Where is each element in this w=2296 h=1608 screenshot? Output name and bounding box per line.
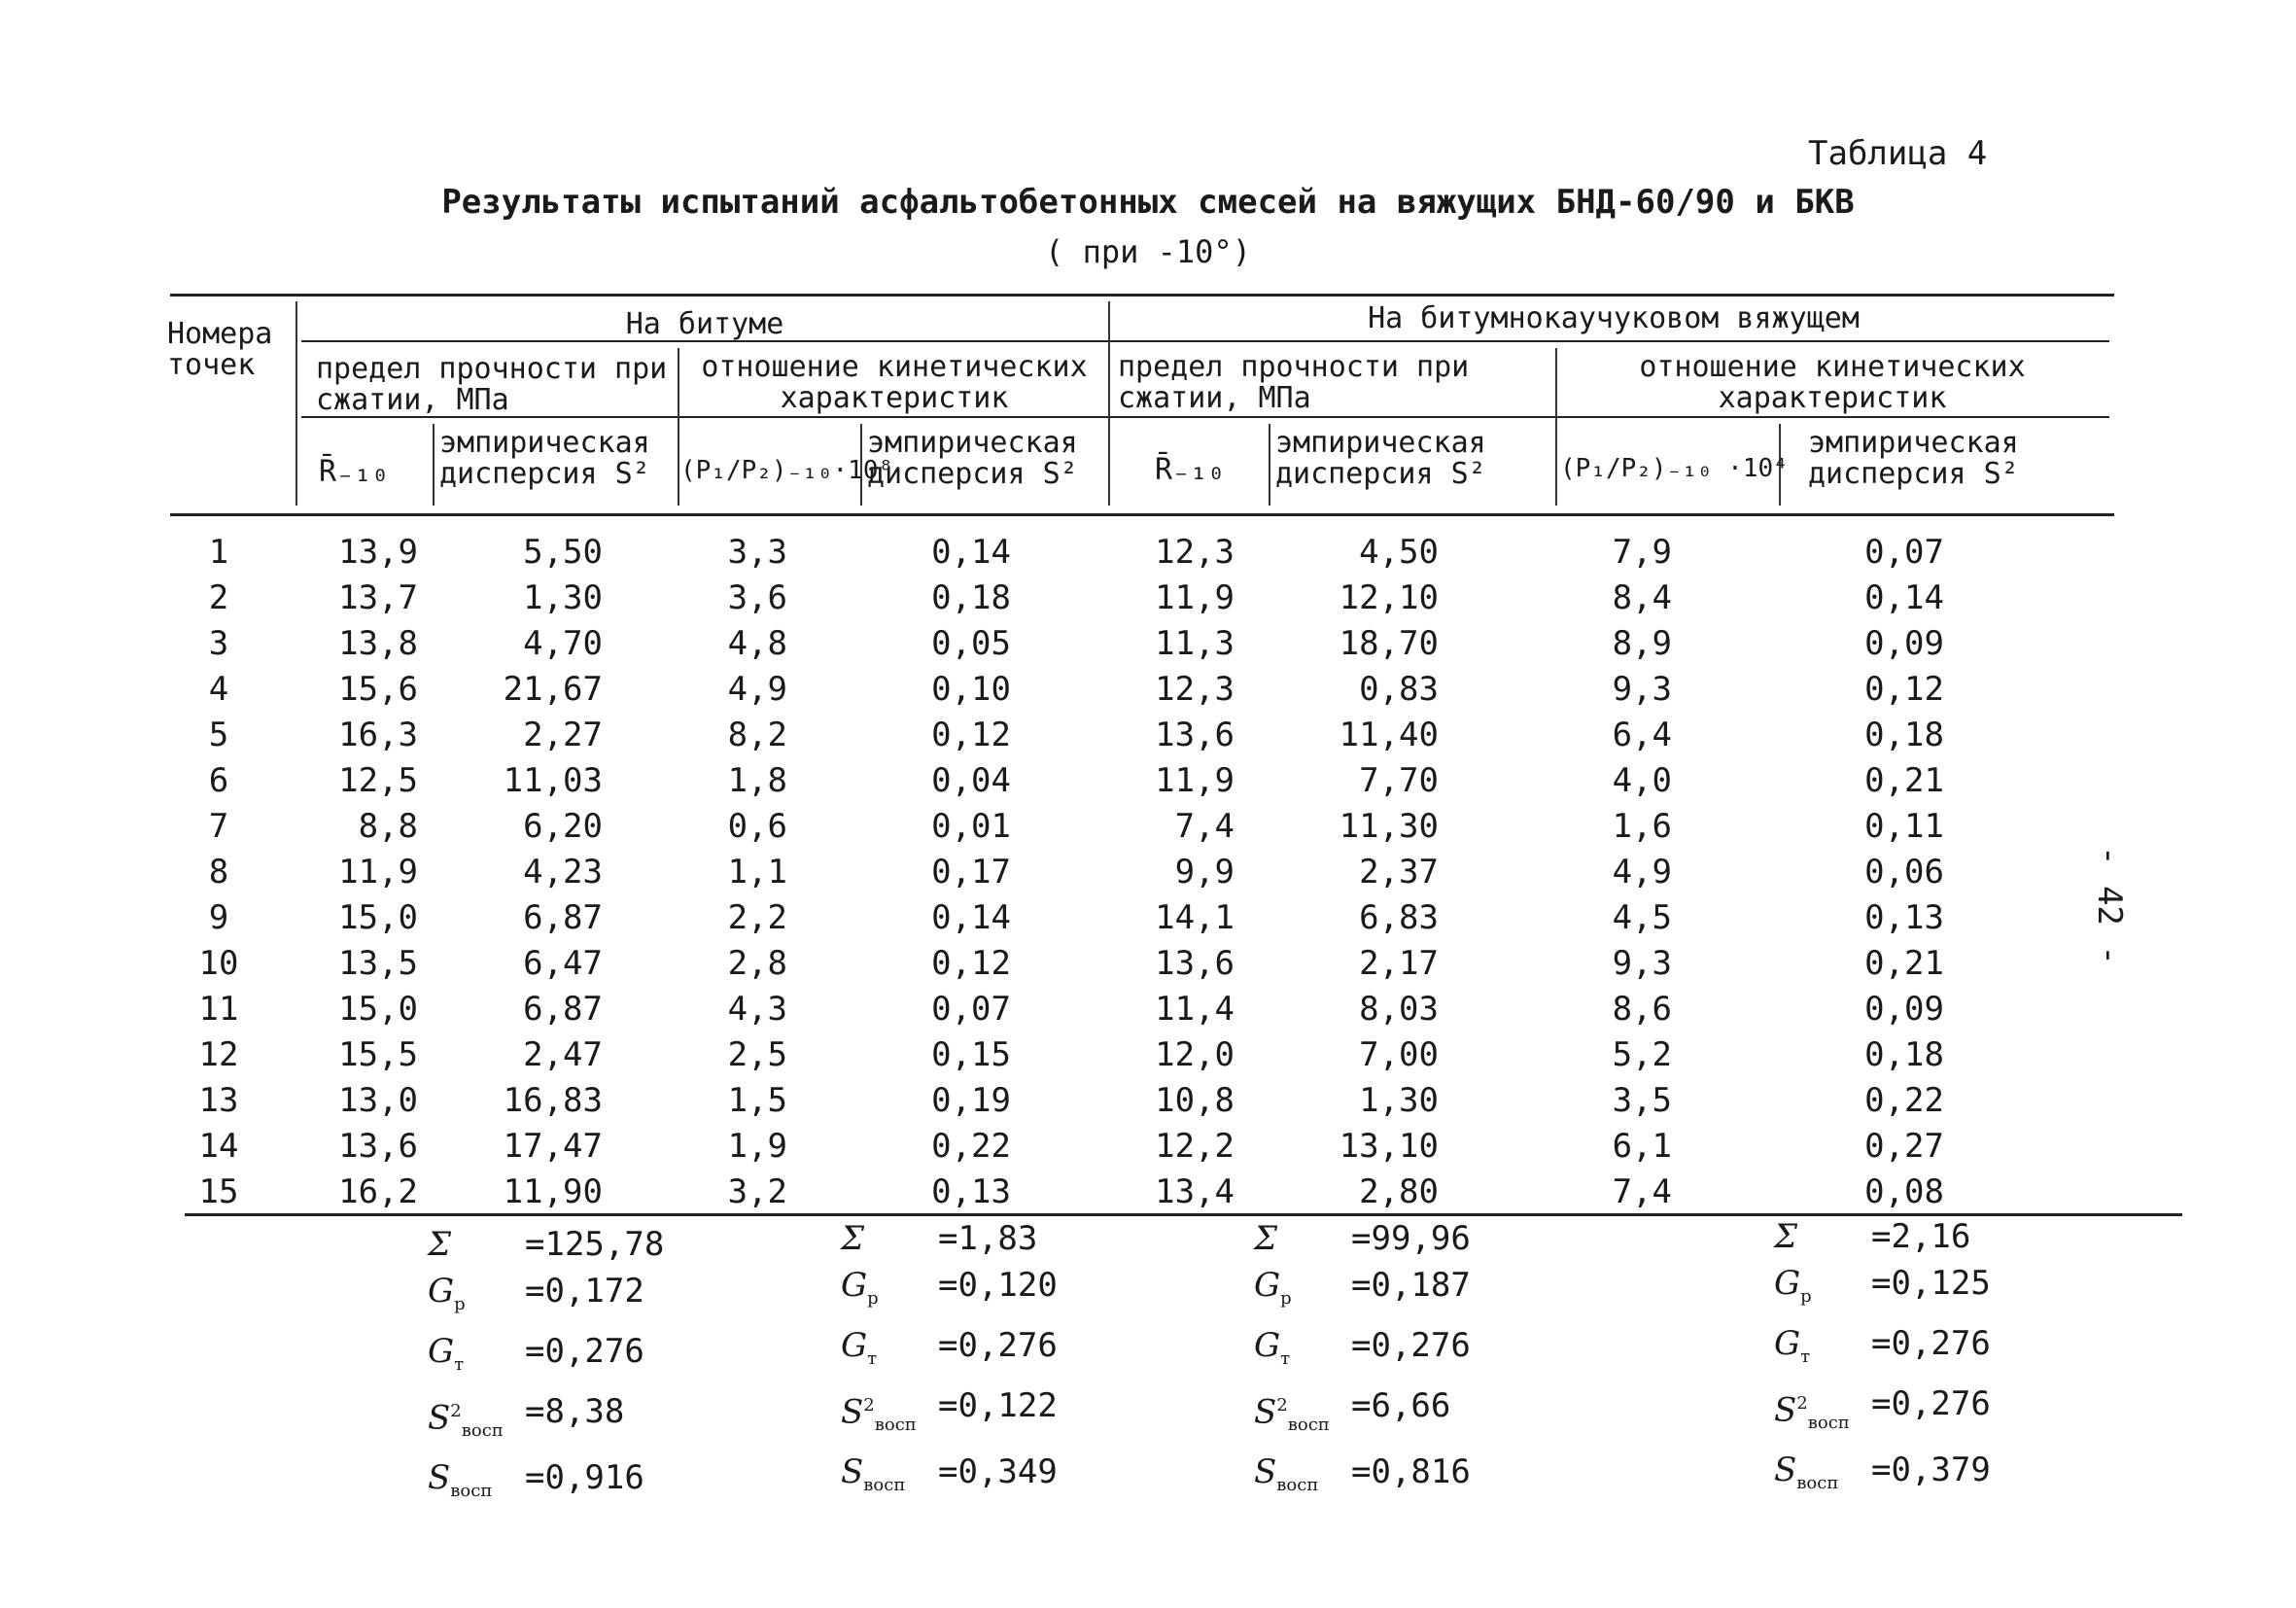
- cell-r10-bitumen: 15,5: [338, 1035, 418, 1074]
- summary-symbol-s2: $S^2_{восп}$: [1774, 1389, 1850, 1433]
- summary-row-gt: [1254, 1322, 1471, 1382]
- cell-ratio-bitumen: 8,2: [727, 716, 787, 754]
- cell-r10-bkv: 13,6: [1155, 716, 1235, 754]
- summary-symbol-s: $S_{восп}$: [1254, 1451, 1319, 1495]
- cell-disp-strength-bkv: 4,50: [1359, 533, 1439, 572]
- summary-row-sum: [1254, 1215, 1471, 1262]
- cell-disp-strength-bitumen: 17,47: [503, 1127, 603, 1166]
- cell-disp-kinetic-bkv: 0,09: [1864, 990, 1944, 1029]
- summary-symbol-sum: Σ: [428, 1225, 452, 1264]
- cell-ratio-bkv: 6,4: [1612, 716, 1672, 754]
- header-ratio-bitumen: (P₁/P₂)₋₁₀·10⁸: [680, 456, 894, 485]
- header-r10-bitumen: R̄₋₁₀: [319, 455, 390, 489]
- cell-ratio-bitumen: 4,9: [727, 670, 787, 709]
- summary-value-gp: =0,125: [1871, 1264, 1991, 1303]
- cell-r10-bkv: 13,6: [1155, 944, 1235, 983]
- cell-disp-kinetic-bitumen: 0,17: [931, 853, 1011, 891]
- header-group-bitumen: На битуме: [625, 307, 784, 341]
- header-strength-bkv: предел прочности при сжатии, МПа: [1118, 350, 1470, 415]
- summary-block: [1254, 1215, 1471, 1509]
- summary-value-gt: =0,276: [1351, 1325, 1471, 1365]
- cell-disp-strength-bkv: 7,70: [1359, 761, 1439, 800]
- summary-row-gt: [1774, 1320, 1991, 1381]
- cell-r10-bitumen: 13,7: [338, 578, 418, 617]
- cell-r10-bitumen: 16,2: [338, 1172, 418, 1211]
- summary-symbol-s: $S_{восп}$: [1774, 1450, 1839, 1493]
- summary-symbol-gp: $G_p$: [841, 1266, 879, 1309]
- summary-symbol-s2: $S^2_{восп}$: [428, 1397, 504, 1441]
- cell-row-number: 2: [208, 578, 229, 617]
- cell-disp-kinetic-bitumen: 0,05: [931, 624, 1011, 663]
- cell-disp-strength-bitumen: 4,23: [523, 853, 603, 891]
- cell-ratio-bkv: 7,9: [1612, 533, 1672, 572]
- cell-disp-kinetic-bkv: 0,09: [1864, 624, 1944, 663]
- cell-row-number: 1: [208, 533, 229, 572]
- cell-ratio-bkv: 1,6: [1612, 807, 1672, 846]
- cell-disp-strength-bkv: 1,30: [1359, 1081, 1439, 1120]
- summary-value-gt: =0,276: [525, 1331, 644, 1371]
- header-disp-strength-bitumen: эмпирическая дисперсия S²: [439, 426, 650, 491]
- header-kinetic-bitumen: отношение кинетических характеристик: [701, 350, 1088, 415]
- summary-value-s2: =6,66: [1351, 1385, 1451, 1425]
- cell-disp-strength-bitumen: 11,90: [503, 1172, 603, 1211]
- cell-disp-kinetic-bitumen: 0,14: [931, 533, 1011, 572]
- cell-r10-bkv: 13,4: [1155, 1172, 1235, 1211]
- cell-r10-bkv: 12,3: [1155, 533, 1235, 572]
- cell-disp-strength-bkv: 11,40: [1339, 716, 1439, 754]
- summary-value-s: =0,349: [938, 1451, 1058, 1491]
- cell-ratio-bkv: 8,6: [1612, 990, 1672, 1029]
- summary-value-sum: =2,16: [1871, 1217, 1971, 1256]
- cell-disp-strength-bkv: 2,17: [1359, 944, 1439, 983]
- summary-symbol-sum: Σ: [841, 1219, 865, 1258]
- header-r10-bkv: R̄₋₁₀: [1155, 453, 1226, 487]
- top-rule: [170, 294, 2114, 297]
- summary-value-gt: =0,276: [1871, 1323, 1991, 1363]
- summary-row-s: [1254, 1449, 1471, 1509]
- cell-disp-strength-bkv: 2,80: [1359, 1172, 1439, 1211]
- cell-disp-kinetic-bkv: 0,07: [1864, 533, 1944, 572]
- cell-disp-kinetic-bitumen: 0,07: [931, 990, 1011, 1029]
- summary-row-s2: [1254, 1382, 1471, 1449]
- cell-disp-strength-bkv: 18,70: [1339, 624, 1439, 663]
- cell-row-number: 10: [198, 944, 239, 983]
- cell-ratio-bkv: 9,3: [1612, 944, 1672, 983]
- summary-value-sum: =1,83: [938, 1219, 1038, 1258]
- cell-disp-strength-bitumen: 16,83: [503, 1081, 603, 1120]
- cell-ratio-bitumen: 1,1: [727, 853, 787, 891]
- cell-row-number: 8: [208, 853, 229, 891]
- cell-r10-bitumen: 11,9: [338, 853, 418, 891]
- summary-symbol-s: $S_{восп}$: [428, 1457, 493, 1501]
- header-sep: [1269, 424, 1270, 506]
- summary-symbol-s2: $S^2_{восп}$: [1254, 1391, 1330, 1435]
- cell-ratio-bkv: 8,9: [1612, 624, 1672, 663]
- header-sep: [1555, 348, 1557, 506]
- summary-row-sum: [428, 1221, 664, 1268]
- cell-disp-kinetic-bitumen: 0,13: [931, 1172, 1011, 1211]
- cell-disp-kinetic-bkv: 0,18: [1864, 1035, 1944, 1074]
- cell-disp-strength-bkv: 8,03: [1359, 990, 1439, 1029]
- summary-block: [1774, 1213, 1991, 1507]
- cell-ratio-bitumen: 1,5: [727, 1081, 787, 1120]
- cell-row-number: 9: [208, 898, 229, 937]
- summary-value-sum: =99,96: [1351, 1219, 1471, 1258]
- cell-disp-kinetic-bitumen: 0,12: [931, 716, 1011, 754]
- cell-row-number: 11: [198, 990, 239, 1029]
- cell-disp-kinetic-bitumen: 0,12: [931, 944, 1011, 983]
- cell-disp-kinetic-bkv: 0,11: [1864, 807, 1944, 846]
- cell-disp-kinetic-bkv: 0,21: [1864, 944, 1944, 983]
- header-bottom-rule: [170, 513, 2114, 516]
- cell-disp-strength-bitumen: 6,20: [523, 807, 603, 846]
- group-rule: [301, 340, 2109, 342]
- cell-ratio-bitumen: 3,2: [727, 1172, 787, 1211]
- summary-value-gp: =0,172: [525, 1272, 644, 1311]
- summary-row-gp: [841, 1262, 1058, 1322]
- header-disp-strength-bkv: эмпирическая дисперсия S²: [1275, 426, 1486, 491]
- summary-symbol-s: $S_{восп}$: [841, 1451, 906, 1495]
- cell-ratio-bitumen: 4,3: [727, 990, 787, 1029]
- summary-row-gp: [428, 1268, 664, 1328]
- cell-r10-bkv: 12,2: [1155, 1127, 1235, 1166]
- cell-disp-strength-bkv: 6,83: [1359, 898, 1439, 937]
- cell-disp-kinetic-bitumen: 0,10: [931, 670, 1011, 709]
- cell-ratio-bkv: 4,9: [1612, 853, 1672, 891]
- cell-disp-strength-bitumen: 6,87: [523, 990, 603, 1029]
- header-sep: [1108, 301, 1110, 506]
- cell-row-number: 6: [208, 761, 229, 800]
- summary-symbol-gp: $G_p$: [1774, 1264, 1812, 1307]
- cell-ratio-bitumen: 3,3: [727, 533, 787, 572]
- cell-r10-bitumen: 15,0: [338, 990, 418, 1029]
- cell-disp-strength-bkv: 13,10: [1339, 1127, 1439, 1166]
- cell-disp-strength-bitumen: 11,03: [503, 761, 603, 800]
- summary-symbol-sum: Σ: [1774, 1217, 1798, 1256]
- cell-r10-bitumen: 13,0: [338, 1081, 418, 1120]
- cell-disp-strength-bitumen: 5,50: [523, 533, 603, 572]
- header-row-label: Номера точек: [167, 317, 273, 382]
- cell-disp-strength-bitumen: 6,47: [523, 944, 603, 983]
- cell-ratio-bkv: 7,4: [1612, 1172, 1672, 1211]
- cell-row-number: 13: [198, 1081, 239, 1120]
- cell-ratio-bkv: 3,5: [1612, 1081, 1672, 1120]
- cell-disp-kinetic-bkv: 0,21: [1864, 761, 1944, 800]
- cell-disp-strength-bkv: 12,10: [1339, 578, 1439, 617]
- cell-row-number: 4: [208, 670, 229, 709]
- cell-row-number: 3: [208, 624, 229, 663]
- cell-row-number: 15: [198, 1172, 239, 1211]
- cell-r10-bkv: 12,3: [1155, 670, 1235, 709]
- summary-block: [428, 1221, 664, 1515]
- cell-row-number: 5: [208, 716, 229, 754]
- cell-disp-kinetic-bitumen: 0,14: [931, 898, 1011, 937]
- cell-disp-strength-bkv: 7,00: [1359, 1035, 1439, 1074]
- summary-value-s2: =8,38: [525, 1391, 625, 1431]
- cell-ratio-bkv: 5,2: [1612, 1035, 1672, 1074]
- summary-symbol-gp: $G_p$: [1254, 1266, 1292, 1309]
- table-title: Результаты испытаний асфальтобетонных смесей на вяжущих БНД-60/90 и БКВ: [441, 183, 1855, 222]
- summary-row-s: [1774, 1447, 1991, 1507]
- summary-block: [841, 1215, 1058, 1509]
- cell-disp-kinetic-bkv: 0,14: [1864, 578, 1944, 617]
- summary-row-s2: [428, 1388, 664, 1454]
- summary-row-gp: [1254, 1262, 1471, 1322]
- summary-row-s2: [1774, 1381, 1991, 1447]
- cell-disp-strength-bitumen: 4,70: [523, 624, 603, 663]
- cell-r10-bitumen: 15,0: [338, 898, 418, 937]
- header-sep: [433, 424, 435, 506]
- summary-symbol-gt: $G_т$: [428, 1331, 465, 1375]
- summary-value-s: =0,916: [525, 1457, 644, 1497]
- cell-r10-bitumen: 16,3: [338, 716, 418, 754]
- cell-r10-bitumen: 8,8: [358, 807, 418, 846]
- cell-ratio-bkv: 4,0: [1612, 761, 1672, 800]
- cell-ratio-bkv: 4,5: [1612, 898, 1672, 937]
- summary-symbol-gt: $G_т$: [1254, 1325, 1291, 1369]
- cell-ratio-bitumen: 0,6: [727, 807, 787, 846]
- summary-row-s2: [841, 1382, 1058, 1449]
- summary-value-gp: =0,187: [1351, 1266, 1471, 1305]
- cell-disp-kinetic-bkv: 0,18: [1864, 716, 1944, 754]
- cell-ratio-bitumen: 3,6: [727, 578, 787, 617]
- summary-value-gp: =0,120: [938, 1266, 1058, 1305]
- cell-row-number: 7: [208, 807, 229, 846]
- table-label: Таблица 4: [1808, 134, 1988, 173]
- summary-row-sum: [841, 1215, 1058, 1262]
- cell-disp-strength-bkv: 2,37: [1359, 853, 1439, 891]
- cell-disp-strength-bitumen: 2,27: [523, 716, 603, 754]
- summary-symbol-gt: $G_т$: [1774, 1323, 1811, 1367]
- summary-value-gt: =0,276: [938, 1325, 1058, 1365]
- cell-disp-strength-bitumen: 6,87: [523, 898, 603, 937]
- cell-r10-bitumen: 13,5: [338, 944, 418, 983]
- cell-disp-strength-bkv: 11,30: [1339, 807, 1439, 846]
- cell-disp-kinetic-bitumen: 0,18: [931, 578, 1011, 617]
- cell-r10-bitumen: 15,6: [338, 670, 418, 709]
- header-ratio-bkv: (P₁/P₂)₋₁₀ ·10⁴: [1560, 454, 1789, 483]
- cell-ratio-bitumen: 2,8: [727, 944, 787, 983]
- cell-disp-kinetic-bitumen: 0,15: [931, 1035, 1011, 1074]
- cell-disp-kinetic-bkv: 0,27: [1864, 1127, 1944, 1166]
- summary-row-gp: [1774, 1260, 1991, 1320]
- header-disp-kinetic-bkv: эмпирическая дисперсия S²: [1808, 426, 2019, 491]
- cell-ratio-bitumen: 1,8: [727, 761, 787, 800]
- cell-r10-bkv: 14,1: [1155, 898, 1235, 937]
- cell-r10-bitumen: 13,6: [338, 1127, 418, 1166]
- cell-disp-kinetic-bkv: 0,08: [1864, 1172, 1944, 1211]
- cell-r10-bkv: 11,4: [1155, 990, 1235, 1029]
- cell-ratio-bitumen: 4,8: [727, 624, 787, 663]
- cell-disp-kinetic-bitumen: 0,19: [931, 1081, 1011, 1120]
- cell-r10-bkv: 12,0: [1155, 1035, 1235, 1074]
- summary-row-s: [841, 1449, 1058, 1509]
- cell-ratio-bitumen: 2,5: [727, 1035, 787, 1074]
- header-disp-kinetic-bitumen: эмпирическая дисперсия S²: [867, 426, 1078, 491]
- cell-disp-kinetic-bkv: 0,12: [1864, 670, 1944, 709]
- summary-symbol-gp: $G_p$: [428, 1272, 466, 1314]
- header-sep: [678, 348, 679, 506]
- cell-ratio-bitumen: 2,2: [727, 898, 787, 937]
- subgroup-rule: [301, 416, 2109, 418]
- cell-r10-bkv: 11,9: [1155, 578, 1235, 617]
- header-sep: [296, 301, 297, 506]
- header-kinetic-bkv: отношение кинетических характеристик: [1639, 350, 2026, 415]
- cell-ratio-bkv: 6,1: [1612, 1127, 1672, 1166]
- cell-disp-kinetic-bitumen: 0,22: [931, 1127, 1011, 1166]
- cell-r10-bkv: 9,9: [1174, 853, 1235, 891]
- cell-disp-kinetic-bitumen: 0,01: [931, 807, 1011, 846]
- summary-row-gt: [841, 1322, 1058, 1382]
- cell-r10-bkv: 10,8: [1155, 1081, 1235, 1120]
- cell-r10-bitumen: 13,8: [338, 624, 418, 663]
- summary-value-s2: =0,276: [1871, 1383, 1991, 1423]
- header-strength-bitumen: предел прочности при сжатии, МПа: [316, 352, 668, 417]
- cell-disp-strength-bitumen: 1,30: [523, 578, 603, 617]
- cell-disp-kinetic-bitumen: 0,04: [931, 761, 1011, 800]
- cell-r10-bkv: 11,9: [1155, 761, 1235, 800]
- cell-ratio-bkv: 8,4: [1612, 578, 1672, 617]
- cell-r10-bitumen: 13,9: [338, 533, 418, 572]
- page-number: - 42 -: [2090, 846, 2129, 965]
- summary-row-s: [428, 1454, 664, 1515]
- cell-disp-strength-bitumen: 2,47: [523, 1035, 603, 1074]
- cell-disp-kinetic-bkv: 0,06: [1864, 853, 1944, 891]
- table-subtitle: ( при -10°): [1045, 233, 1251, 270]
- cell-disp-kinetic-bkv: 0,13: [1864, 898, 1944, 937]
- cell-r10-bkv: 11,3: [1155, 624, 1235, 663]
- cell-disp-strength-bkv: 0,83: [1359, 670, 1439, 709]
- summary-symbol-sum: Σ: [1254, 1219, 1278, 1258]
- cell-disp-strength-bitumen: 21,67: [503, 670, 603, 709]
- summary-row-gt: [428, 1328, 664, 1388]
- summary-row-sum: [1774, 1213, 1991, 1260]
- cell-r10-bkv: 7,4: [1174, 807, 1235, 846]
- cell-ratio-bkv: 9,3: [1612, 670, 1672, 709]
- summary-value-s2: =0,122: [938, 1385, 1058, 1425]
- cell-row-number: 12: [198, 1035, 239, 1074]
- summary-value-sum: =125,78: [525, 1225, 665, 1264]
- summary-value-s: =0,816: [1351, 1451, 1471, 1491]
- summary-value-s: =0,379: [1871, 1450, 1991, 1489]
- summary-symbol-gt: $G_т$: [841, 1325, 878, 1369]
- cell-r10-bitumen: 12,5: [338, 761, 418, 800]
- cell-ratio-bitumen: 1,9: [727, 1127, 787, 1166]
- cell-disp-kinetic-bkv: 0,22: [1864, 1081, 1944, 1120]
- cell-row-number: 14: [198, 1127, 239, 1166]
- header-group-bkv: На битумнокаучуковом вяжущем: [1368, 301, 1860, 335]
- summary-symbol-s2: $S^2_{восп}$: [841, 1391, 917, 1435]
